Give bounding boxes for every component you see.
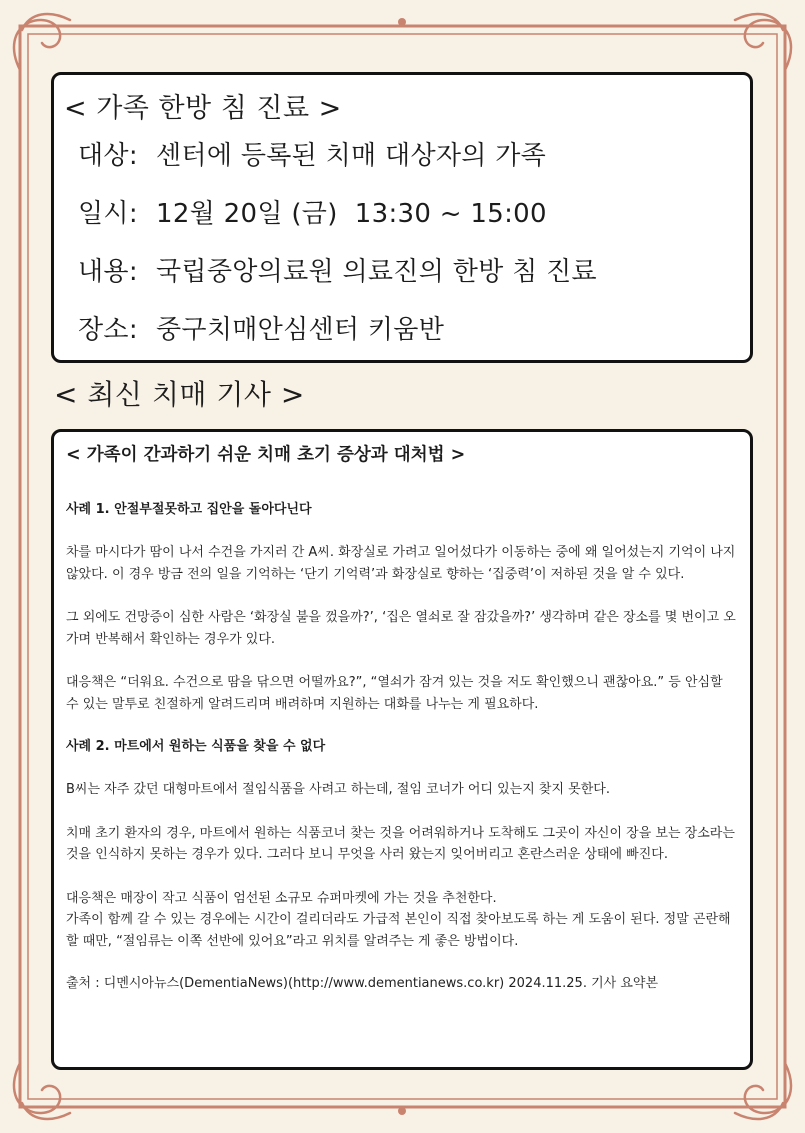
event-target-row bbox=[78, 139, 750, 174]
article-title: < 가족이 간과하기 쉬운 치매 초기 증상과 대처법 > bbox=[66, 445, 466, 465]
event-date-value: 12월 20일 (금) 13:30 ~ 15:00 bbox=[156, 199, 547, 229]
case1-paragraph-1: 차를 마시다가 땀이 나서 수건을 가지러 간 A씨. 화장실로 가려고 일어섰다가 이동하는 중에 왜 일어섰는지 기억이 나지 않았다. 이 경우 방금 전의 일을 기억하는 ‘단기 기억력’과 화장실로 향하는 ‘집중력’이 저하된 것을 알 수 있다. bbox=[66, 545, 736, 582]
case2-paragraph-3a: 대응책은 매장이 작고 식품이 엄선된 소규모 슈퍼마켓에 가는 것을 추천한다. bbox=[66, 890, 497, 906]
event-target-label: 대상: bbox=[78, 141, 138, 171]
event-content-label: 내용: bbox=[78, 257, 138, 287]
event-date-row bbox=[78, 197, 750, 232]
case2-paragraph-3b: 가족이 함께 갈 수 있는 경우에는 시간이 걸리더라도 가급적 본인이 직접 찾아보도록 하는 게 도움이 된다. 정말 곤란해할 때만, “절임류는 이쪽 선반에 있어요”라고 위치를 알려주는 게 좋은 방법이다. bbox=[66, 912, 731, 949]
event-place-label: 장소: bbox=[78, 315, 138, 345]
event-info-box bbox=[51, 72, 753, 363]
article-box bbox=[51, 429, 753, 1070]
event-target-value: 센터에 등록된 치매 대상자의 가족 bbox=[156, 141, 547, 171]
article-source: 출처 : 디멘시아뉴스(DementiaNews)(http://www.dementianews.co.kr) 2024.11.25. 기사 요약본 bbox=[66, 976, 659, 991]
event-content-row bbox=[78, 255, 750, 290]
section-title: < 최신 치매 기사 > bbox=[54, 378, 305, 411]
event-content-value: 국립중앙의료원 의료진의 한방 침 진료 bbox=[156, 257, 597, 287]
case2-title: 사례 2. 마트에서 원하는 식품을 찾을 수 없다 bbox=[66, 739, 326, 754]
case2-paragraph-2: 치매 초기 환자의 경우, 마트에서 원하는 식품코너 찾는 것을 어려워하거나 도착해도 그곳이 자신이 장을 보는 장소라는 것을 인식하지 못하는 경우가 있다. 그러다 보니 무엇을 사러 왔는지 잊어버리고 혼란스러운 상태에 빠진다. bbox=[66, 825, 735, 862]
event-title: < 가족 한방 침 진료 > bbox=[64, 93, 342, 124]
case2-paragraph-1: B씨는 자주 갔던 대형마트에서 절임식품을 사려고 하는데, 절임 코너가 어디 있는지 찾지 못한다. bbox=[66, 782, 610, 797]
case1-paragraph-2: 그 외에도 건망증이 심한 사람은 ‘화장실 불을 껐을까?’, ‘집은 열쇠로 잘 잠갔을까?’ 생각하며 같은 장소를 몇 번이고 오가며 반복해서 확인하는 경우가 있다. bbox=[66, 610, 736, 647]
event-date-label: 일시: bbox=[78, 199, 138, 229]
case1-title: 사례 1. 안절부절못하고 집안을 돌아다닌다 bbox=[66, 502, 312, 517]
event-place-value: 중구치매안심센터 키움반 bbox=[156, 315, 445, 345]
event-place-row bbox=[78, 313, 750, 348]
case1-paragraph-3: 대응책은 “더워요. 수건으로 땀을 닦으면 어떨까요?”, “열쇠가 잠겨 있는 것을 저도 확인했으니 괜찮아요.” 등 안심할 수 있는 말투로 친절하게 알려드리며 배려하며 지원하는 대화를 나누는 게 필요하다. bbox=[66, 675, 723, 712]
